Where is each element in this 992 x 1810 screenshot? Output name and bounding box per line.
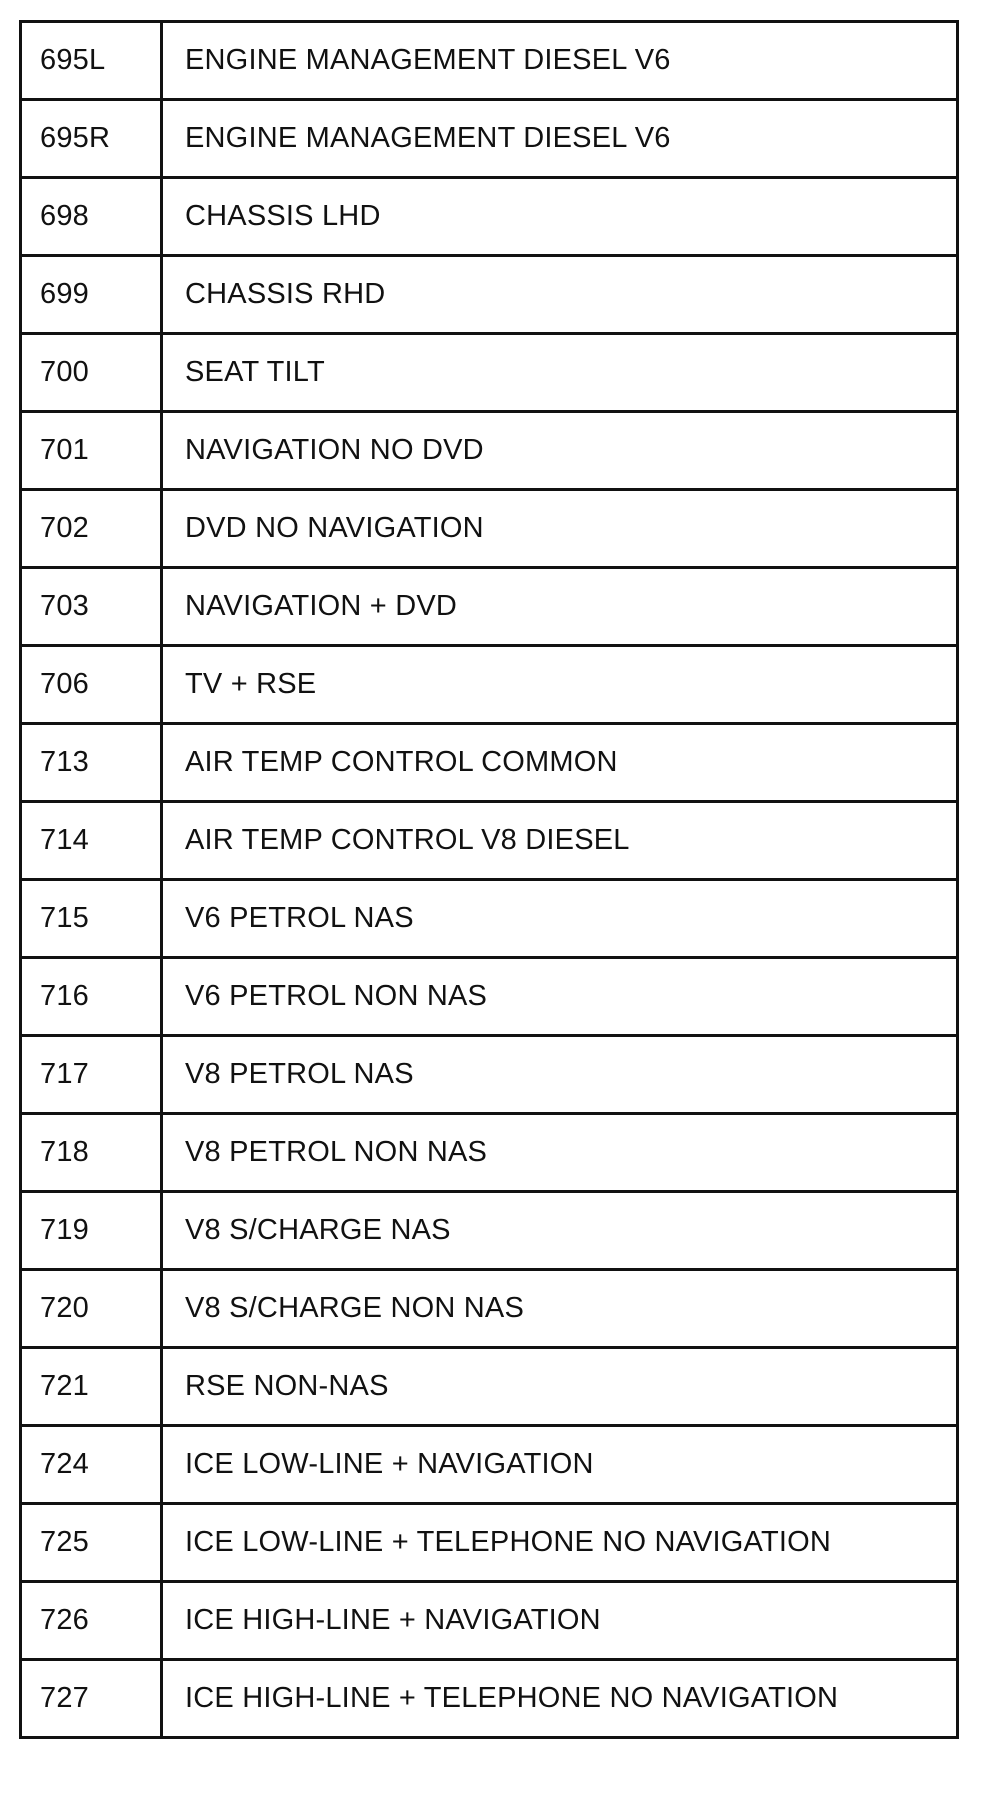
row-description: V8 S/CHARGE NON NAS (162, 1270, 958, 1348)
table-row (21, 1036, 958, 1114)
row-description: TV + RSE (162, 646, 958, 724)
table-row (21, 100, 958, 178)
table-row (21, 412, 958, 490)
row-description: RSE NON-NAS (162, 1348, 958, 1426)
row-code: 698 (21, 178, 162, 256)
table-row (21, 490, 958, 568)
table-row (21, 1660, 958, 1738)
row-code: 703 (21, 568, 162, 646)
table-row (21, 1426, 958, 1504)
table-row (21, 568, 958, 646)
table-row (21, 1192, 958, 1270)
table-row (21, 1348, 958, 1426)
row-description: V6 PETROL NAS (162, 880, 958, 958)
row-description: CHASSIS LHD (162, 178, 958, 256)
row-code: 726 (21, 1582, 162, 1660)
row-description: V6 PETROL NON NAS (162, 958, 958, 1036)
table-row (21, 256, 958, 334)
table-row (21, 880, 958, 958)
row-description: SEAT TILT (162, 334, 958, 412)
row-code: 695L (21, 22, 162, 100)
row-description: ICE LOW-LINE + NAVIGATION (162, 1426, 958, 1504)
row-code: 718 (21, 1114, 162, 1192)
row-code: 713 (21, 724, 162, 802)
row-code: 706 (21, 646, 162, 724)
row-code: 702 (21, 490, 162, 568)
table-row (21, 802, 958, 880)
row-description: DVD NO NAVIGATION (162, 490, 958, 568)
row-description: V8 PETROL NAS (162, 1036, 958, 1114)
row-code: 701 (21, 412, 162, 490)
table-row (21, 958, 958, 1036)
row-code: 717 (21, 1036, 162, 1114)
row-description: V8 S/CHARGE NAS (162, 1192, 958, 1270)
row-code: 725 (21, 1504, 162, 1582)
table-row (21, 1114, 958, 1192)
code-table (19, 20, 959, 1739)
row-description: NAVIGATION NO DVD (162, 412, 958, 490)
row-description: ICE HIGH-LINE + TELEPHONE NO NAVIGATION (162, 1660, 958, 1738)
row-code: 727 (21, 1660, 162, 1738)
row-description: AIR TEMP CONTROL V8 DIESEL (162, 802, 958, 880)
table-row (21, 178, 958, 256)
table-row (21, 646, 958, 724)
row-description: NAVIGATION + DVD (162, 568, 958, 646)
table-row (21, 22, 958, 100)
code-table-body (21, 22, 958, 1738)
row-code: 724 (21, 1426, 162, 1504)
row-description: ICE HIGH-LINE + NAVIGATION (162, 1582, 958, 1660)
table-row (21, 1270, 958, 1348)
row-code: 716 (21, 958, 162, 1036)
row-code: 720 (21, 1270, 162, 1348)
row-code: 719 (21, 1192, 162, 1270)
row-code: 699 (21, 256, 162, 334)
table-row (21, 724, 958, 802)
row-code: 700 (21, 334, 162, 412)
row-description: ENGINE MANAGEMENT DIESEL V6 (162, 22, 958, 100)
table-row (21, 1504, 958, 1582)
row-code: 721 (21, 1348, 162, 1426)
row-description: CHASSIS RHD (162, 256, 958, 334)
table-row (21, 334, 958, 412)
table-row (21, 1582, 958, 1660)
row-code: 714 (21, 802, 162, 880)
row-description: ENGINE MANAGEMENT DIESEL V6 (162, 100, 958, 178)
row-code: 695R (21, 100, 162, 178)
row-description: AIR TEMP CONTROL COMMON (162, 724, 958, 802)
row-description: ICE LOW-LINE + TELEPHONE NO NAVIGATION (162, 1504, 958, 1582)
code-table-container (19, 20, 959, 1739)
row-description: V8 PETROL NON NAS (162, 1114, 958, 1192)
row-code: 715 (21, 880, 162, 958)
